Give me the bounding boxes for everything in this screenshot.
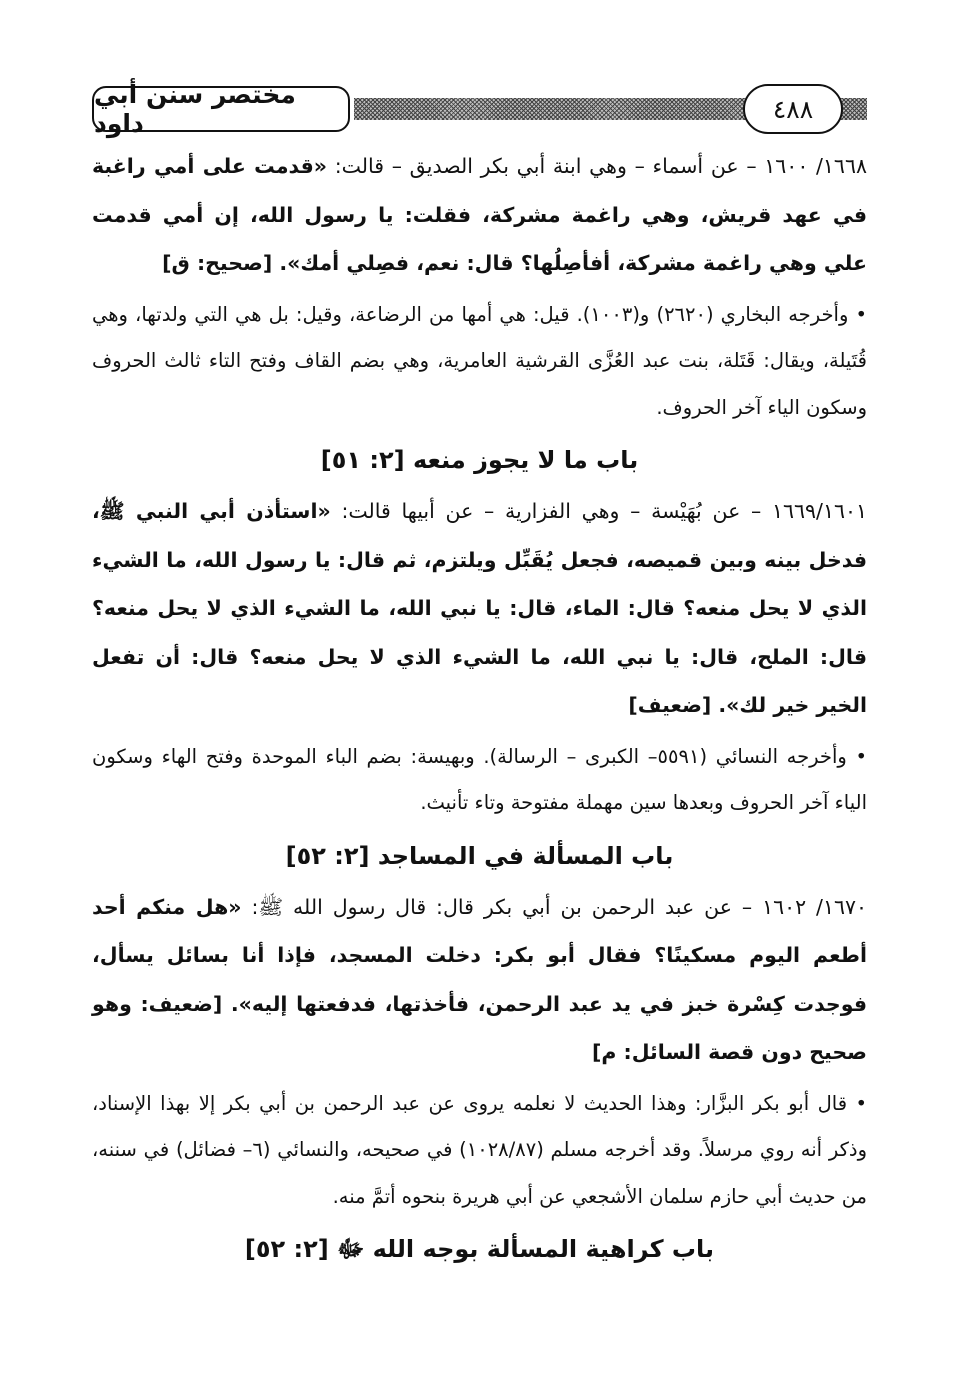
hadith-1669 xyxy=(92,487,867,730)
page-number: ٤٨٨ xyxy=(743,84,843,134)
hadith-commentary: • قال أبو بكر البزَّار: وهذا الحديث لا نعلمه يروى عن عبد الرحمن بن أبي بكر إلا بهذا الإسناد، وذكر أنه روي مرسلاً. وقد أخرجه مسلم (١٠٢٨/٨٧) في صحيحه، والنسائي (٦– فضائل) في سننه، من حديث أبي حازم سلمان الأشجعي عن أبي هريرة بنحوه أتمَّ منه. xyxy=(92,1091,867,1208)
hadith-number: ١٦٦٨/ ١٦٠٠ – xyxy=(738,154,867,178)
hadith-commentary: • وأخرجه البخاري (٢٦٢٠) و(١٠٠٣). قيل: هي أمها من الرضاعة، وقيل: بل هي التي ولدتها، وهي قُتَيلة، ويقال: قَتَلة، بنت عبد العُزَّى القرشية العامرية، وهي بضم القاف وفتح التاء ثالث الحروف وسكون الياء آخر الحروف. xyxy=(92,302,867,419)
hadith-commentary: • وأخرجه النسائي (٥٥٩١– الكبرى – الرسالة). وبهيسة: بضم الباء الموحدة وفتح الهاء وسكون الياء آخر الحروف وبعدها سين مهملة مفتوحة وتاء تأنيث. xyxy=(92,744,867,814)
chapter-heading: باب كراهية المسألة بوجه الله ﷻ [٢: ٥٢] xyxy=(244,1235,715,1263)
hadith-text: «قدمت على أمي راغبة في عهد قريش، وهي راغمة مشركة، فقلت: يا رسول الله، إن أمي قدمت علي وهي راغمة مشركة، أفأصِلُها؟ قال: نعم، فصِلي أمك». [صحيح: ق] xyxy=(92,154,867,275)
book-title: مختصر سنن أبي داود xyxy=(92,86,350,132)
hadith-1668 xyxy=(92,142,867,288)
hadith-chain: عن بُهَيْسة – وهي الفزارية – عن أبيها قالت: xyxy=(330,499,741,523)
hadith-number: ١٦٧٠/ ١٦٠٢ – xyxy=(731,894,867,919)
hadith-chain: عن أسماء – وهي ابنة أبي بكر الصديق – قالت: xyxy=(327,154,739,178)
hadith-number: ١٦٦٩/١٦٠١ – xyxy=(740,499,867,523)
hadith-text: «استأذن أبي النبي ﷺ، فدخل بينه وبين قميصه، فجعل يُقَبِّل ويلتزم، ثم قال: يا رسول الله، ما الشيء الذي لا يحل منعه؟ قال: الماء، قال: يا نبي الله، ما الشيء الذي لا يحل منعه؟ قال: الملح، قال: يا نبي الله، ما الشيء الذي لا يحل منعه؟ قال: أن تفعل الخير خير لك». [ضعيف] xyxy=(92,499,867,717)
hadith-text: «هل منكم أحد أطعم اليوم مسكينًا؟ فقال أبو بكر: دخلت المسجد، فإذا أنا بسائل يسأل، فوجدت كِسْرة خبز في يد عبد الرحمن، فأخذتها، فدفعتها إليه». [ضعيف: وهو صحيح دون قصة السائل: م] xyxy=(92,894,867,1064)
page-body xyxy=(92,142,867,1276)
hadith-1670 xyxy=(92,883,867,1077)
chapter-heading: باب ما لا يجوز منعه [٢: ٥١] xyxy=(320,446,639,474)
hadith-chain: عن عبد الرحمن بن أبي بكر قال: قال رسول الله ﷺ: xyxy=(241,894,732,919)
page-header xyxy=(92,80,867,138)
chapter-heading: باب المسألة في المساجد [٢: ٥٢] xyxy=(285,841,674,870)
